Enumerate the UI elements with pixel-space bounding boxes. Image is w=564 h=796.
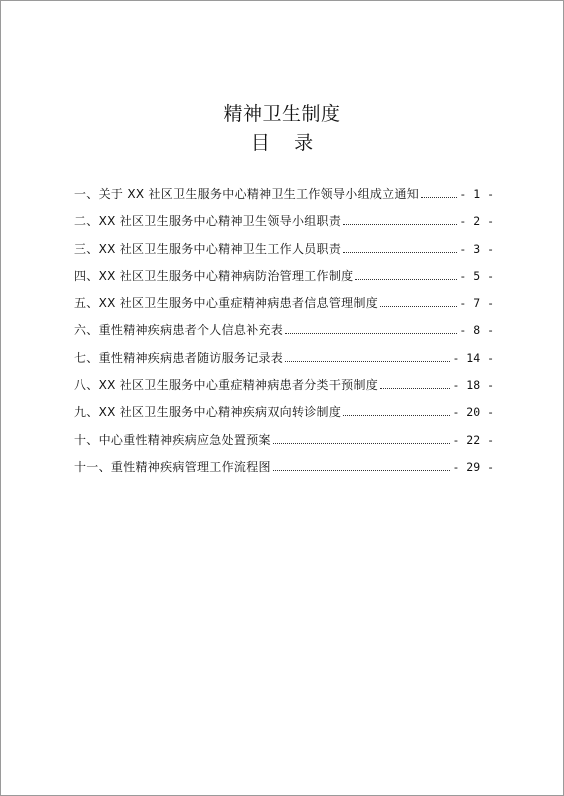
toc-page-number: - 8 - bbox=[459, 323, 494, 338]
document-title: 精神卫生制度 bbox=[223, 103, 341, 125]
dot-leader bbox=[273, 470, 451, 471]
toc-heading: 目 录 bbox=[250, 132, 314, 154]
toc-page-number: - 22 - bbox=[452, 432, 494, 447]
toc-page-number: - 29 - bbox=[452, 459, 494, 474]
toc-page-number: - 5 - bbox=[459, 268, 494, 283]
toc-entry-title: 二、XX 社区卫生服务中心精神卫生领导小组职责 bbox=[74, 214, 342, 229]
toc-entry[interactable] bbox=[74, 321, 494, 348]
dot-leader bbox=[380, 306, 457, 307]
toc-entry[interactable] bbox=[74, 403, 494, 430]
dot-leader bbox=[285, 361, 450, 362]
dot-leader bbox=[343, 415, 450, 416]
dot-leader bbox=[355, 279, 457, 280]
toc-entry-title: 六、重性精神疾病患者个人信息补充表 bbox=[74, 323, 284, 338]
toc-entry[interactable] bbox=[74, 267, 494, 294]
toc-entry[interactable] bbox=[74, 349, 494, 376]
toc-page-number: - 20 - bbox=[452, 405, 494, 420]
toc-entry[interactable] bbox=[74, 212, 494, 239]
toc-page-number: - 7 - bbox=[459, 296, 494, 311]
toc-entry-title: 八、XX 社区卫生服务中心重症精神病患者分类干预制度 bbox=[74, 378, 379, 393]
toc-entry-title: 十一、重性精神疾病管理工作流程图 bbox=[74, 459, 271, 474]
toc-entry[interactable] bbox=[74, 240, 494, 267]
dot-leader bbox=[421, 197, 457, 198]
toc-entry[interactable] bbox=[74, 376, 494, 403]
toc-page-number: - 2 - bbox=[459, 214, 494, 229]
toc-page-number: - 18 - bbox=[452, 378, 494, 393]
toc-entry[interactable] bbox=[74, 431, 494, 458]
toc-page-number: - 3 - bbox=[459, 241, 494, 256]
dot-leader bbox=[285, 333, 457, 334]
toc-entry-title: 四、XX 社区卫生服务中心精神病防治管理工作制度 bbox=[74, 268, 354, 283]
table-of-contents bbox=[74, 185, 494, 485]
toc-entry-title: 三、XX 社区卫生服务中心精神卫生工作人员职责 bbox=[74, 241, 342, 256]
toc-entry-title: 一、关于 XX 社区卫生服务中心精神卫生工作领导小组成立通知 bbox=[74, 187, 420, 201]
toc-entry-title: 九、XX 社区卫生服务中心精神疾病双向转诊制度 bbox=[74, 405, 342, 420]
dot-leader bbox=[343, 252, 457, 253]
toc-entry-title: 十、中心重性精神疾病应急处置预案 bbox=[74, 432, 271, 447]
toc-page-number: - 1 - bbox=[459, 187, 494, 201]
dot-leader bbox=[380, 388, 450, 389]
toc-entry[interactable] bbox=[74, 294, 494, 321]
toc-entry[interactable] bbox=[74, 458, 494, 485]
toc-entry-title: 五、XX 社区卫生服务中心重症精神病患者信息管理制度 bbox=[74, 296, 379, 311]
dot-leader bbox=[343, 224, 457, 225]
dot-leader bbox=[273, 443, 451, 444]
toc-entry[interactable] bbox=[74, 185, 494, 212]
toc-entry-title: 七、重性精神疾病患者随访服务记录表 bbox=[74, 350, 284, 365]
toc-page-number: - 14 - bbox=[452, 350, 494, 365]
